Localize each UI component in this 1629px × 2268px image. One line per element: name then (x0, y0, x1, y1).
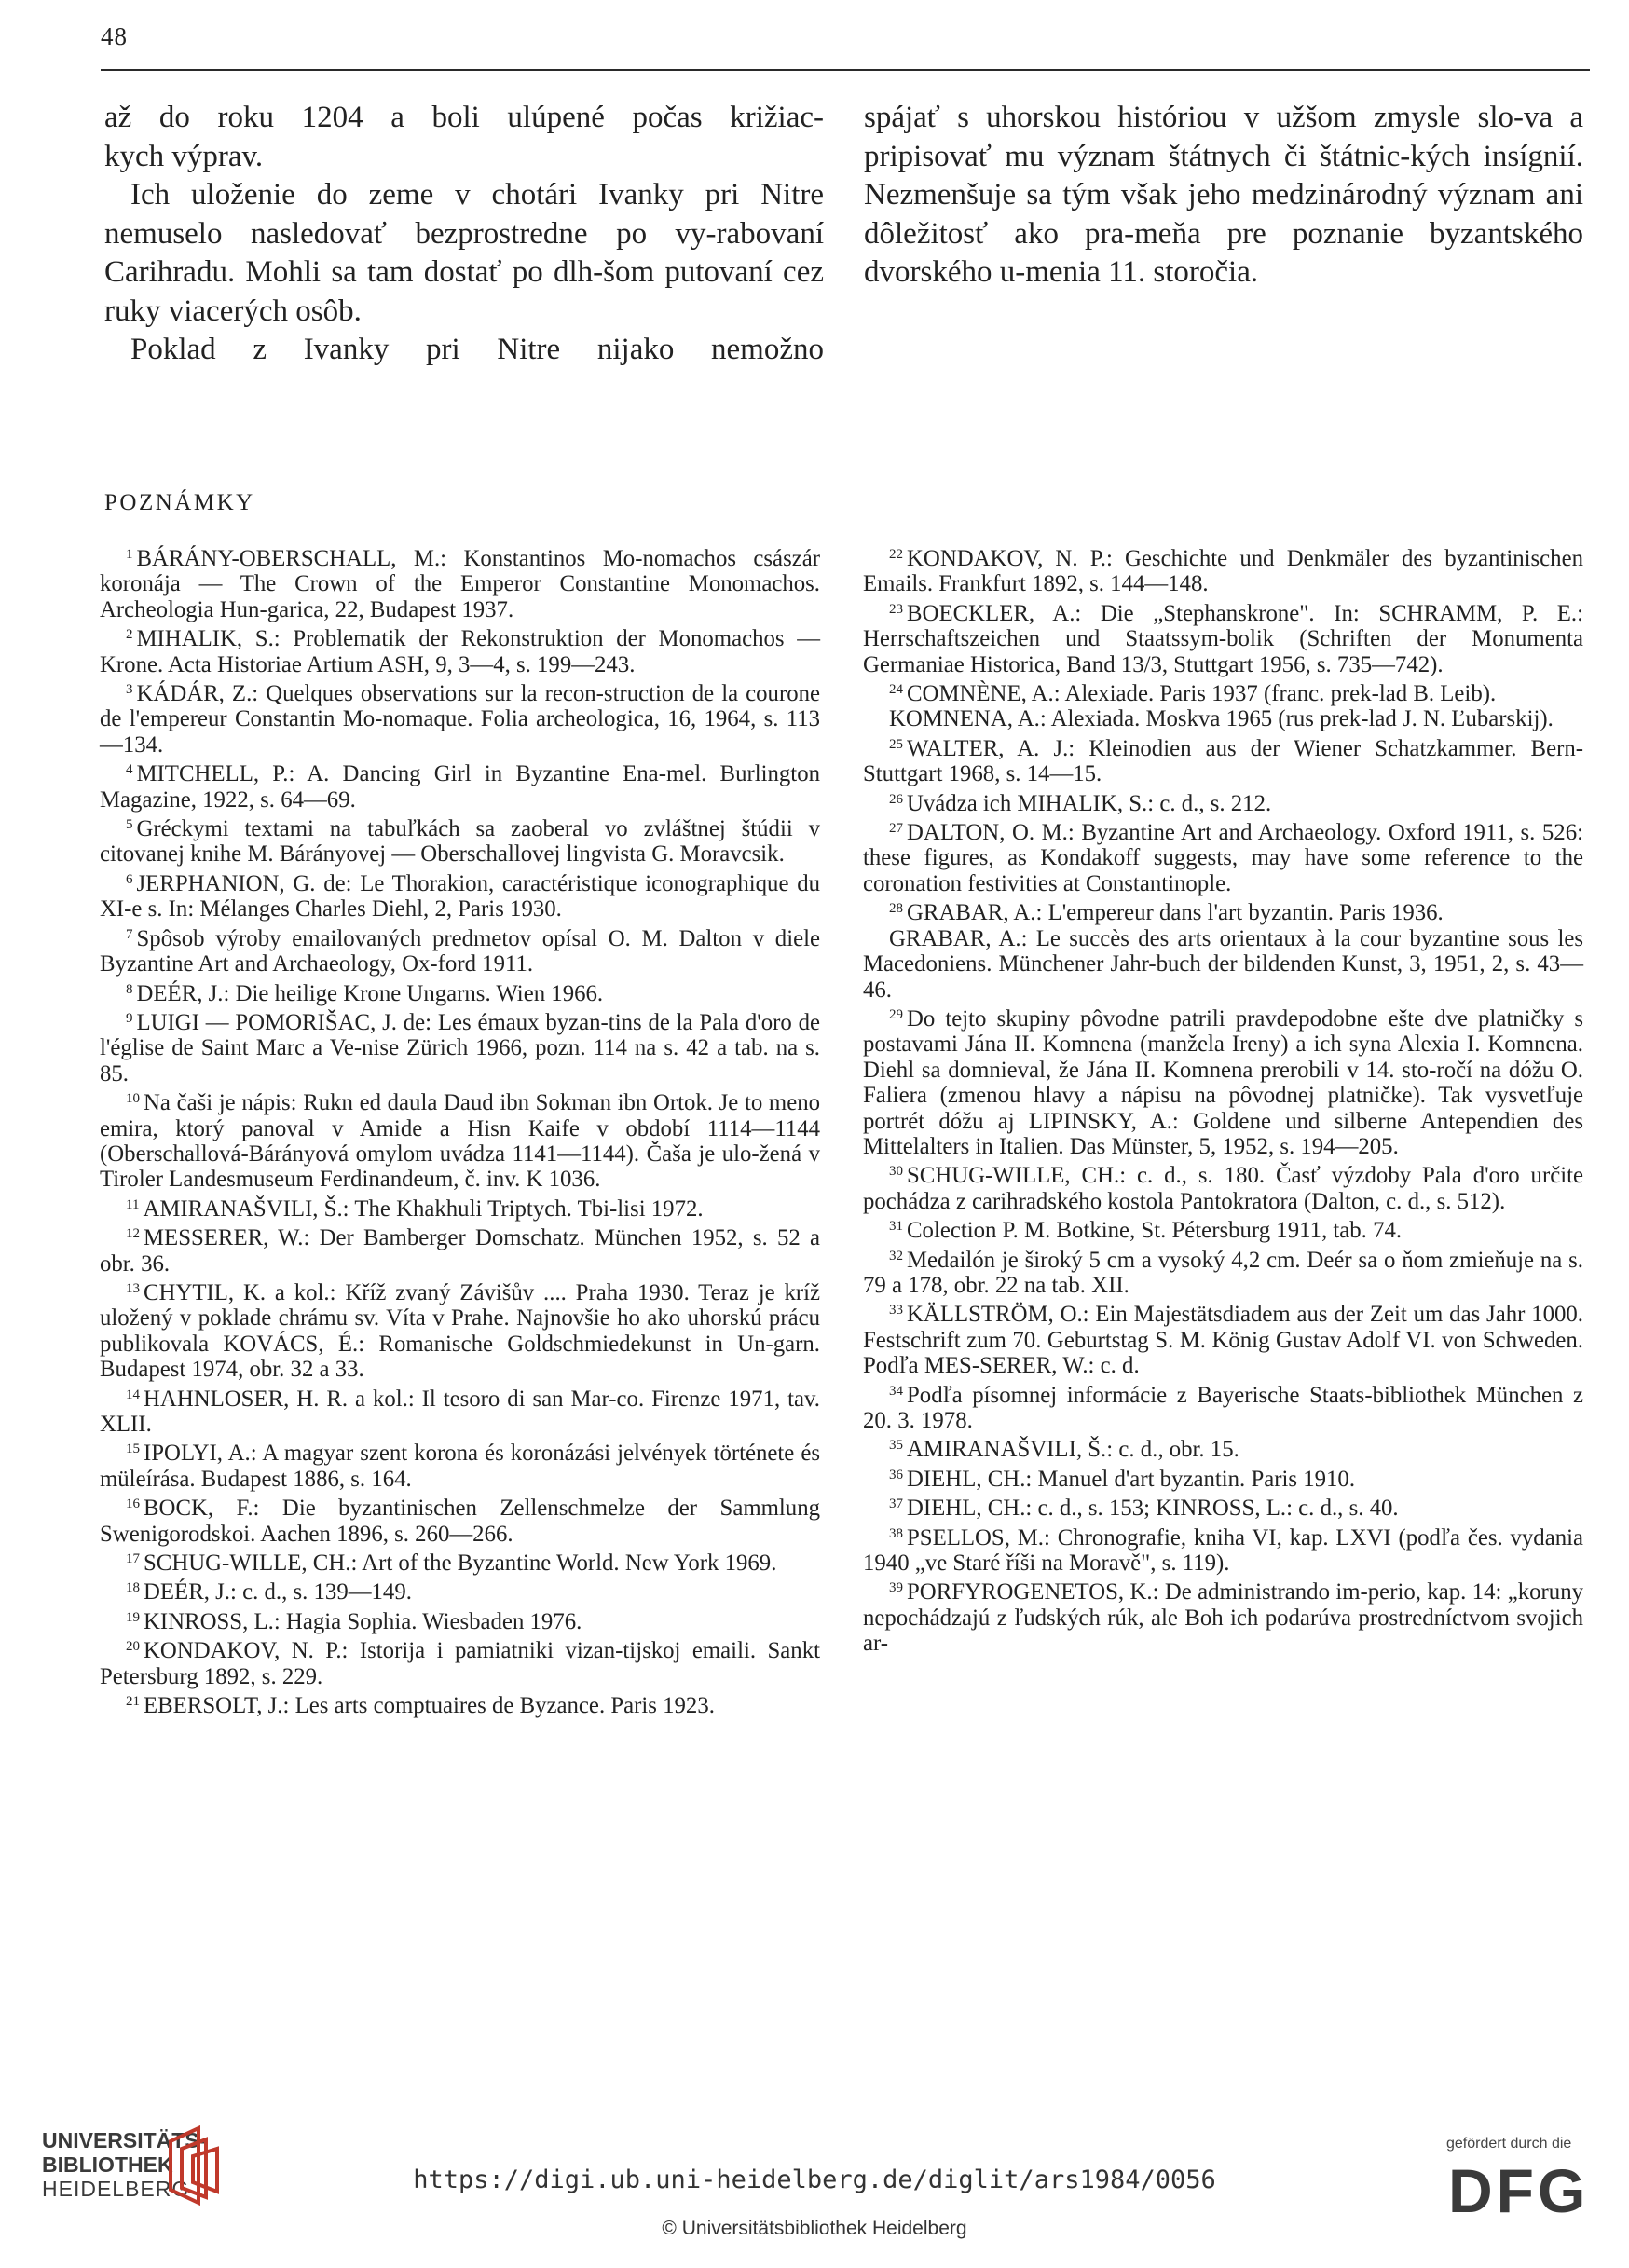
footnote-text: SCHUG-WILLE, CH.: c. d., s. 180. Časť výzdoby Pala d'oro určite pochádza z carihradského kostola Pantokratora (Dalton, c. d., s. 512). (863, 1163, 1583, 1214)
footnote (863, 1463, 1583, 1492)
footnote-number: 4 (126, 762, 133, 778)
footnote-number: 32 (889, 1248, 903, 1264)
footnote (100, 813, 820, 868)
footnote (100, 622, 820, 677)
footnote-text: PORFYROGENETOS, K.: De administrando im-perio, kap. 14: „koruny nepochádzajú z ľudských rúk, ale Boh ich podarúva prostredníctvom svojich ar- (863, 1579, 1583, 1657)
footnote (863, 1244, 1583, 1299)
footnote-text: EBERSOLT, J.: Les arts comptuaires de Byzance. Paris 1923. (144, 1693, 715, 1719)
footnote-text: WALTER, A. J.: Kleinodien aus der Wiener Schatzkammer. Bern-Stuttgart 1968, s. 14—15. (863, 735, 1583, 787)
footnote-number: 22 (889, 547, 903, 562)
footnote (100, 1193, 820, 1222)
body-text-left-column (104, 99, 824, 370)
footnote-text: GRABAR, A.: L'empereur dans l'art byzantin. Paris 1936. (907, 900, 1444, 926)
footnote (100, 922, 820, 977)
footnote (863, 1576, 1583, 1656)
footnote (100, 977, 820, 1006)
footnote (863, 1522, 1583, 1577)
footnote-text: KONDAKOV, N. P.: Istorija i pamiatniki vizan-tijskoj emaili. Sankt Petersburg 1892, s. 229. (100, 1638, 820, 1689)
footnote (863, 1433, 1583, 1462)
footnote (100, 1689, 820, 1718)
footnote-text: AMIRANAŠVILI, Š.: c. d., obr. 15. (907, 1437, 1239, 1463)
footnote-text: MESSERER, W.: Der Bamberger Domschatz. München 1952, s. 52 a obr. 36. (100, 1225, 820, 1277)
sponsor-label: gefördert durch die (1446, 2136, 1572, 2152)
footnote-text: BOECKLER, A.: Die „Stephanskrone". In: SCHRAMM, P. E.: Herrschaftszeichen und Staatssym-bolik (Schriften der Monumenta Germaniae Historica, Band 13/3, Stuttgart 1956, s. 735—742). (863, 600, 1583, 677)
footnote-number: 27 (889, 821, 903, 837)
header-rule (101, 69, 1590, 71)
footnote-text: HAHNLOSER, H. R. a kol.: Il tesoro di san Mar-co. Firenze 1971, tav. XLII. (100, 1386, 820, 1437)
body-left-paragraph: Poklad z Ivanky pri Nitre nijako nemožno (130, 333, 824, 366)
footnote (863, 1003, 1583, 1159)
footnote-text: Spôsob výroby emailovaných predmetov opísal O. M. Dalton v diele Byzantine Art and Archaeology, Ox-ford 1911. (100, 925, 820, 977)
notes-left-column (100, 542, 820, 1718)
footnote-text: DIEHL, CH.: c. d., s. 153; KINROSS, L.: c. d., s. 40. (907, 1496, 1399, 1522)
footnote (100, 1086, 820, 1193)
footnote-number: 8 (126, 981, 133, 997)
footnote-text: DIEHL, CH.: Manuel d'art byzantin. Paris 1910. (907, 1466, 1356, 1492)
footnote (100, 1437, 820, 1492)
footnote-number: 20 (126, 1639, 140, 1655)
footnote-text: KÁDÁR, Z.: Quelques observations sur la recon-struction de la courone de l'empereur Constantin Mo-nomaque. Folia archeologica, 16, 1964, s. 113—134. (100, 681, 820, 758)
notes-right-column (863, 542, 1583, 1657)
footnote (100, 1006, 820, 1086)
footnote (863, 1379, 1583, 1434)
footnote-text: Na čaši je nápis: Rukn ed daula Daud ibn Sokman ibn Ortok. Je to meno emira, ktorý panoval v Amide a Hisn Kaife v období 1114—1144 (Oberschallová-Bárányová omylom uvádza 1141—1144). Čaša je ulo-žená v Tiroler Landesmuseum Ferdinandeum, č. inv. K 1036. (100, 1090, 820, 1193)
footnote-number: 35 (889, 1438, 903, 1454)
footnote-text: MITCHELL, P.: A. Dancing Girl in Byzantine Ena-mel. Burlington Magazine, 1922, s. 64—69. (100, 761, 820, 813)
footnote-text: Gréckymi textami na tabuľkách sa zaoberal vo zvláštnej štúdii v citovanej knihe M. Bárányovej — Oberschallovej lingvista G. Moravcsik. (100, 816, 820, 868)
footnote (863, 1159, 1583, 1214)
footnote-number: 11 (126, 1196, 140, 1212)
footnote (863, 597, 1583, 677)
footnote (863, 1492, 1583, 1521)
footnote-text: IPOLYI, A.: A magyar szent korona és koronázási jelvények története és müleírása. Budapest 1886, s. 164. (100, 1441, 820, 1492)
footnote-number: 33 (889, 1303, 903, 1318)
footnote-number: 34 (889, 1383, 903, 1399)
footnote-number: 25 (889, 736, 903, 752)
footnote-text: Uvádza ich MIHALIK, S.: c. d., s. 212. (907, 790, 1272, 816)
footnote-text: DALTON, O. M.: Byzantine Art and Archaeology. Oxford 1911, s. 526: these figures, as Kondakoff suggests, may have some reference to the coronation festivities at Constantinople. (863, 820, 1583, 896)
footnote-text: COMNÈNE, A.: Alexiade. Paris 1937 (franc. prek-lad B. Leib). (907, 681, 1497, 707)
footnote-text: Do tejto skupiny pôvodne patrili pravdepodobne ešte dve platničky s postavami Jána II. Komnena (manžela Ireny) a ich syna Alexia I. Komnena. Diehl sa domnieval, že Jána II. Komnena prerobili v 14. sto-ročí na dóžu O. Faliera (zmenou hlavy a nápisu na pôvodnej platničke). Tak vysvetľuje portrét dóžu aj LIPINSKY, A.: Goldene und silberne Antependien des Mittelalters in Italien. Das Münster, 5, 1952, s. 194—205. (863, 1005, 1583, 1159)
dfg-logo-text: DFG (1448, 2156, 1590, 2221)
footnote (863, 732, 1583, 787)
footnote (100, 868, 820, 922)
footnote (100, 1277, 820, 1383)
footnote (863, 677, 1583, 706)
footnote-number: 12 (126, 1226, 140, 1242)
footnote-number: 19 (126, 1609, 140, 1625)
footnote-number: 30 (889, 1164, 903, 1180)
footnote-number: 37 (889, 1496, 903, 1512)
footnote-number: 13 (126, 1280, 140, 1296)
footnote (863, 1214, 1583, 1243)
footnote-number: 15 (126, 1441, 140, 1457)
footnote-text: DEÉR, J.: c. d., s. 139—149. (144, 1579, 412, 1605)
dfg-logo-icon[interactable] (1446, 2156, 1605, 2221)
footnote-number: 39 (889, 1580, 903, 1596)
footnote-number: 14 (126, 1387, 140, 1402)
footnote (100, 1605, 820, 1634)
footnote (100, 1492, 820, 1547)
footnote-number: 21 (126, 1694, 140, 1710)
footnote (100, 758, 820, 813)
footnote (863, 706, 1583, 731)
footnote (863, 787, 1583, 816)
footnote-number: 38 (889, 1525, 903, 1541)
footnote (863, 542, 1583, 597)
footnote-number: 26 (889, 791, 903, 807)
body-right-paragraph: spájať s uhorskou históriou v užšom zmysle slo-va a pripisovať mu význam štátnych či štátnic-kých insígnií. Nezmenšuje sa tým však jeho medzinárodný význam ani dôležitosť ako pra-meňa pre poznanie byzantského dvorského u-menia 11. storočia. (864, 101, 1583, 289)
footnote-number: 18 (126, 1580, 140, 1596)
footnote-text: Medailón je široký 5 cm a vysoký 4,2 cm. Deér sa o ňom zmieňuje na s. 79 a 178, obr. 22 na tab. XII. (863, 1247, 1583, 1298)
footnote-text: LUIGI — POMORIŠAC, J. de: Les émaux byzan-tins de la Pala d'oro de l'église de Saint Marc a Ve-nise Zürich 1966, pozn. 114 na s. 42 a tab. na s. 85. (100, 1009, 820, 1086)
footnote-number: 5 (126, 817, 133, 833)
footnote-number: 28 (889, 901, 903, 917)
footnote-text: Podľa písomnej informácie z Bayerische Staats-bibliothek München z 20. 3. 1978. (863, 1382, 1583, 1433)
footer (0, 2097, 1629, 2268)
footnote (100, 677, 820, 758)
notes-heading: POZNÁMKY (104, 490, 255, 515)
footnote-text: GRABAR, A.: Le succès des arts orientaux à la cour byzantine sous les Macedoniens. Münchener Jahr-buch der bildenden Kunst, 3, 1951, 2, s. 43—46. (863, 925, 1583, 1003)
footer-copyright: © Universitätsbibliothek Heidelberg (662, 2218, 967, 2239)
footnote-text: AMIRANAŠVILI, Š.: The Khakhuli Triptych. Tbi-lisi 1972. (143, 1195, 704, 1222)
footnote-text: Colection P. M. Botkine, St. Pétersburg 1911, tab. 74. (907, 1218, 1403, 1244)
footnote (863, 1298, 1583, 1378)
footnote-number: 2 (126, 627, 133, 643)
footnote-number: 36 (889, 1467, 903, 1482)
footnote-text: JERPHANION, G. de: Le Thorakion, caractéristique iconographique du XI-e s. In: Mélanges Charles Diehl, 2, Paris 1930. (100, 870, 820, 922)
footnote (100, 1634, 820, 1689)
footnote (100, 1576, 820, 1605)
body-left-paragraph: kych výprav. (104, 139, 264, 173)
footnote-text: KOMNENA, A.: Alexiada. Moskva 1965 (rus prek-lad J. N. Ľubarskij). (889, 706, 1554, 732)
page-number: 48 (101, 22, 128, 50)
library-name-line-1: UNIVERSITÄTS- (42, 2128, 207, 2152)
footnote-number: 9 (126, 1010, 133, 1026)
footnote-number: 24 (889, 682, 903, 698)
footnote-number: 3 (126, 682, 133, 698)
footnote (100, 1383, 820, 1438)
footnote-number: 23 (889, 601, 903, 617)
footnote-text: MIHALIK, S.: Problematik der Rekonstruktion der Monomachos — Krone. Acta Historiae Artium ASH, 9, 3—4, s. 199—243. (100, 626, 820, 677)
library-name-line-2: BIBLIOTHEK (42, 2152, 173, 2177)
footer-url-link[interactable]: https://digi.ub.uni-heidelberg.de/diglit/ars1984/0056 (413, 2166, 1216, 2194)
body-left-paragraph: až do roku 1204 a boli ulúpené počas križiac- (104, 101, 824, 134)
footnote (100, 542, 820, 622)
footnote-text: SCHUG-WILLE, CH.: Art of the Byzantine World. New York 1969. (144, 1551, 777, 1577)
footnote-number: 7 (126, 926, 133, 942)
footnote-number: 10 (126, 1091, 140, 1107)
footnote-text: KÄLLSTRÖM, O.: Ein Majestätsdiadem aus der Zeit um das Jahr 1000. Festschrift zum 70. Geburtstag S. M. König Gustav Adolf VI. von Schweden. Podľa MES-SERER, W.: c. d. (863, 1302, 1583, 1379)
footnote-number: 16 (126, 1496, 140, 1512)
body-text-right-column (864, 99, 1583, 293)
footnote-number: 31 (889, 1219, 903, 1235)
footnote-text: DEÉR, J.: Die heilige Krone Ungarns. Wien 1966. (136, 980, 604, 1006)
library-name-line-3: HEIDELBERG (42, 2177, 190, 2201)
footnote (863, 816, 1583, 896)
footnote-text: KINROSS, L.: Hagia Sophia. Wiesbaden 1976. (144, 1608, 582, 1634)
footnote-number: 17 (126, 1551, 140, 1567)
footnote-text: BOCK, F.: Die byzantinischen Zellenschmelze der Sammlung Swenigorodskoi. Aachen 1896, s. 260—266. (100, 1496, 820, 1547)
footnote-number: 6 (126, 871, 133, 887)
footnote-text: PSELLOS, M.: Chronografie, kniha VI, kap. LXVI (podľa čes. vydania 1940 „ve Staré říši na Moravě", s. 119). (863, 1524, 1583, 1577)
footnote-number: 29 (889, 1006, 903, 1022)
footnote-number: 1 (126, 547, 133, 562)
body-left-paragraph: Ich uloženie do zeme v chotári Ivanky pri Nitre nemuselo nasledovať bezprostredne po vy-rabovaní Carihradu. Mohli sa tam dostať po dlh-šom putovaní cez ruky viacerých osôb. (104, 178, 824, 328)
footnote (863, 926, 1583, 1003)
footnote (100, 1222, 820, 1277)
footnote-text: BÁRÁNY-OBERSCHALL, M.: Konstantinos Mo-nomachos császár koronája — The Crown of the Emperor Constantine Monomachos. Archeologia Hun-garica, 22, Budapest 1937. (100, 546, 820, 622)
footnote (100, 1547, 820, 1576)
footnote-text: CHYTIL, K. a kol.: Kříž zvaný Závišův .... Praha 1930. Teraz je kríž uložený v poklade chrámu sv. Víta v Prahe. Najnovšie ho ako uhorskú prácu publikovala KOVÁCS, É.: Romanische Goldschmiedekunst in Un-garn. Budapest 1974, obr. 32 a 33. (100, 1279, 820, 1383)
footnote (863, 896, 1583, 925)
footnote-text: KONDAKOV, N. P.: Geschichte und Denkmäler des byzantinischen Emails. Frankfurt 1892, s. 144—148. (863, 546, 1583, 597)
